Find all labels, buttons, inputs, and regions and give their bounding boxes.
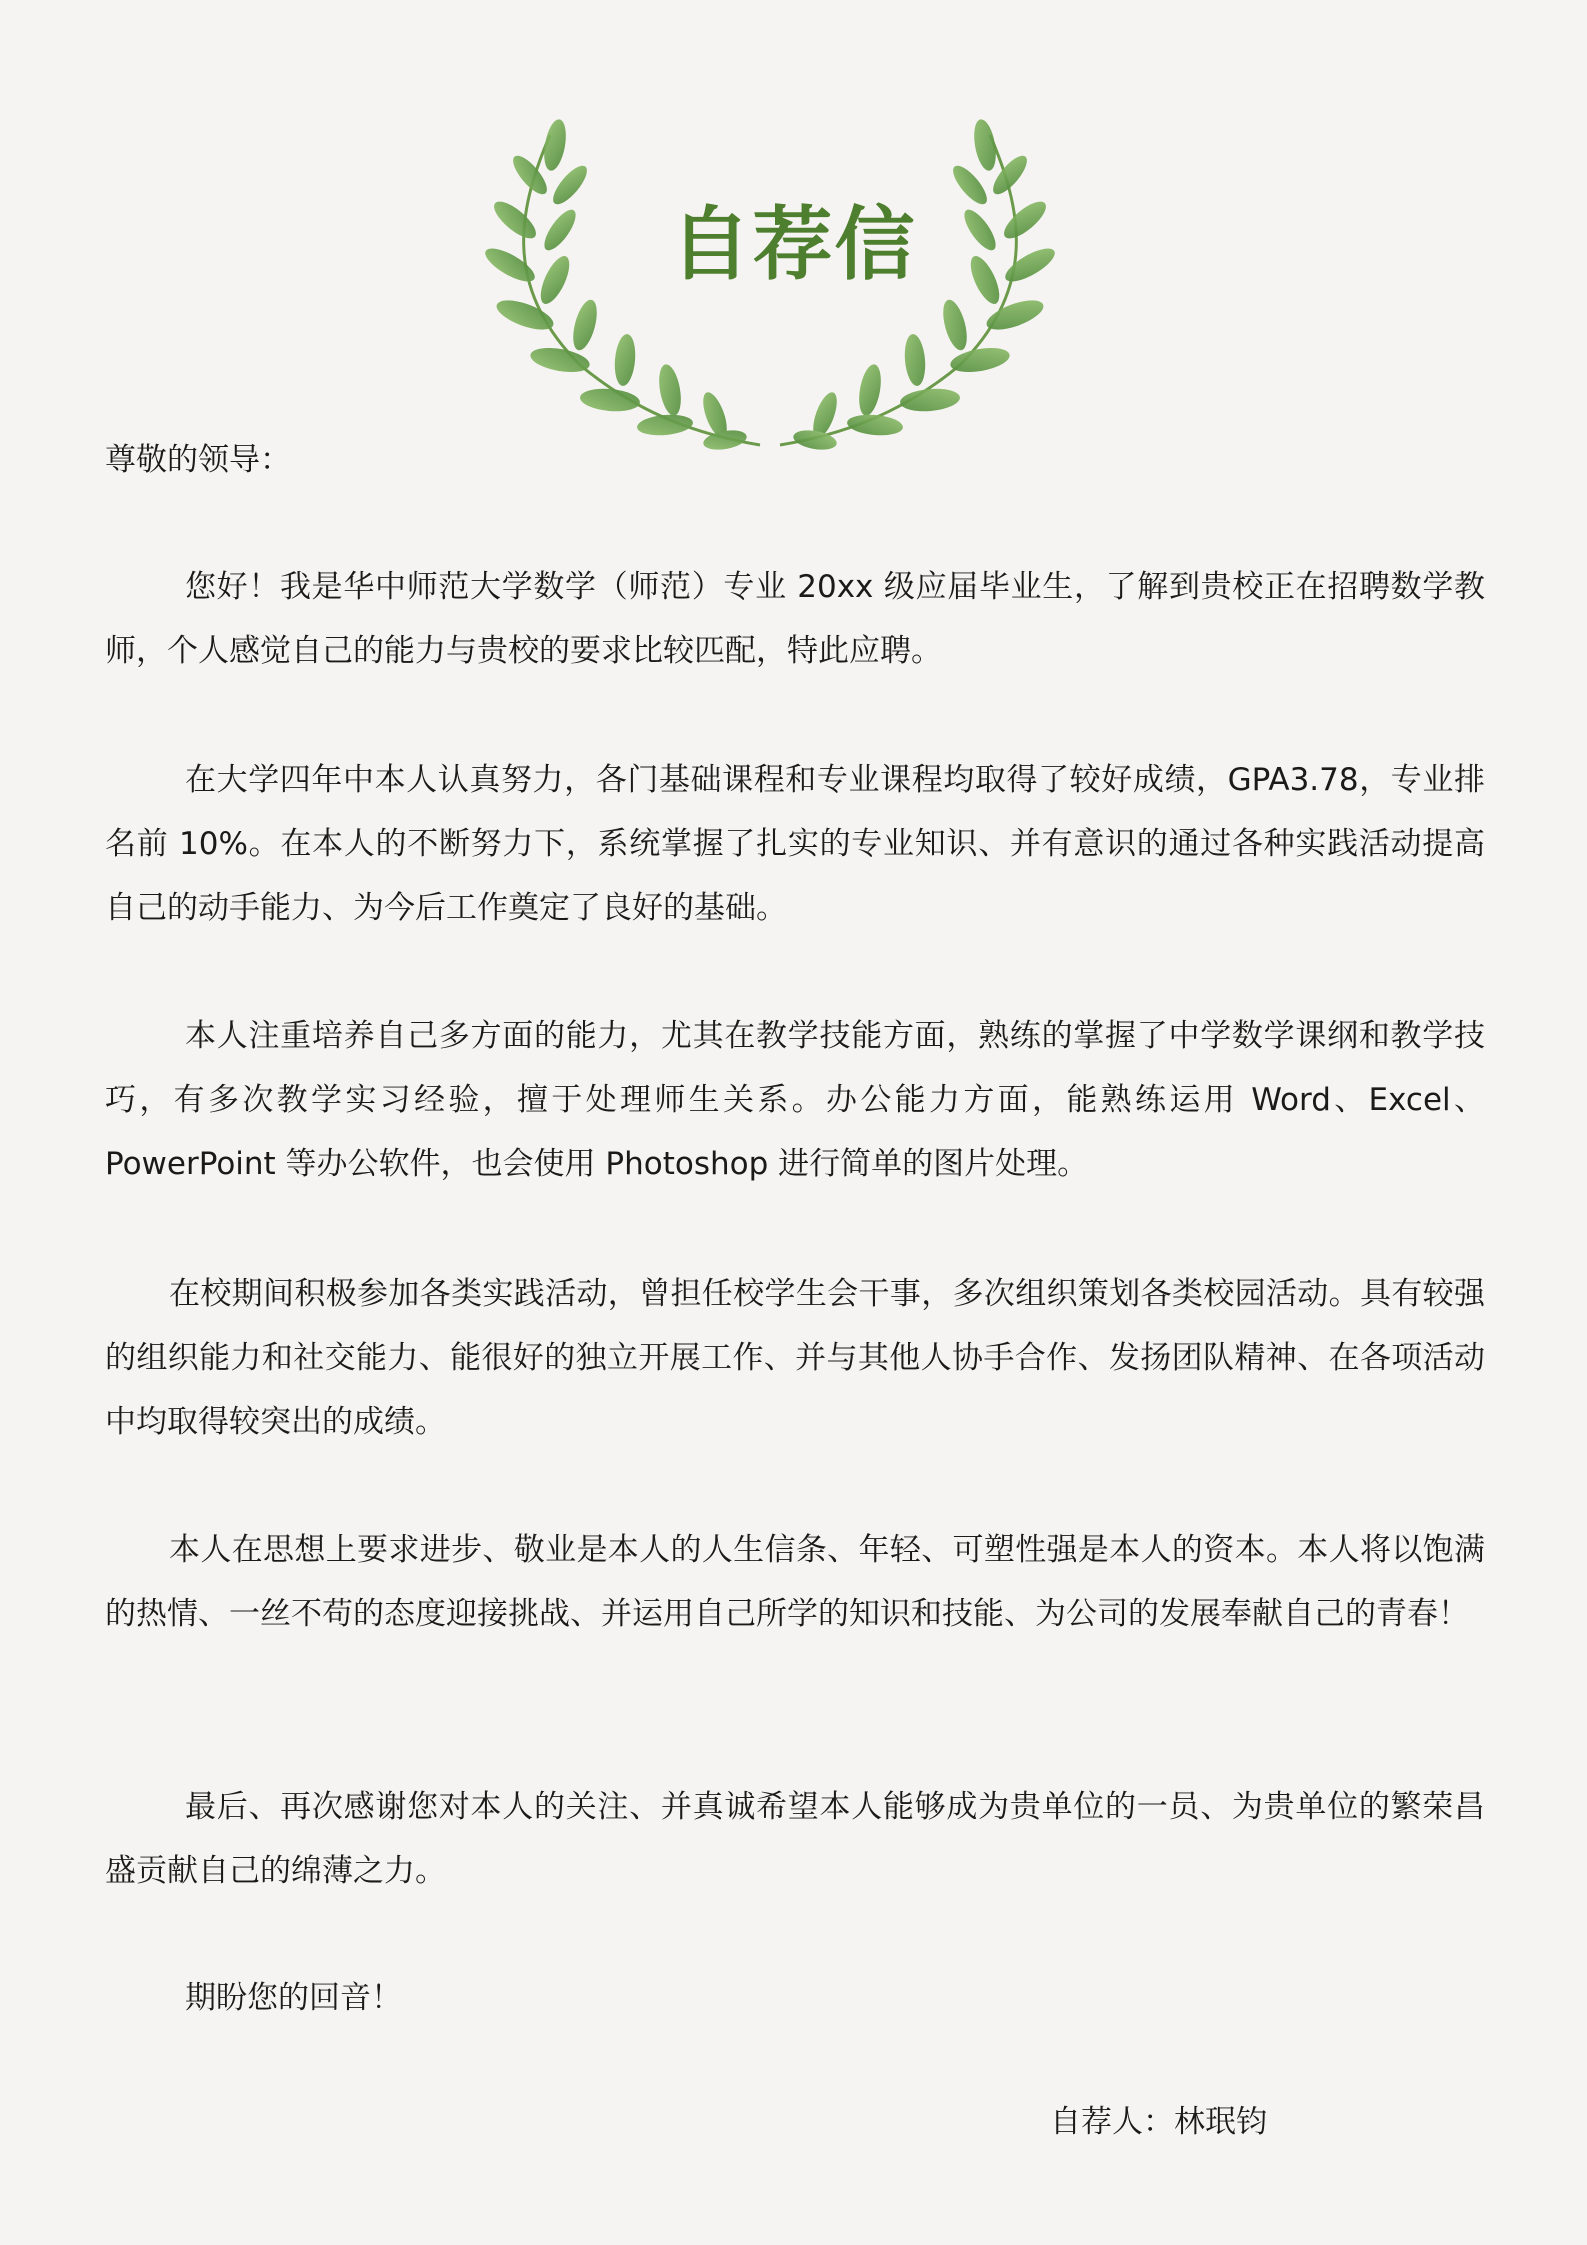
paragraph-activities: 在校期间积极参加各类实践活动，曾担任校学生会干事，多次组织策划各类校园活动。具有较强的组织能力和社交能力、能很好的独立开展工作、并与其他人协手合作、发扬团队精神、在各项活动中均取得较突出的成绩。 bbox=[105, 1276, 1485, 1440]
paragraph-skills: 本人注重培养自己多方面的能力，尤其在教学技能方面，熟练的掌握了中学数学课纲和教学技巧，有多次教学实习经验，擅于处理师生关系。办公能力方面，能熟练运用 Word、Excel、PowerPoint 等办公软件，也会使用 Photoshop 进行简单的图片处理。 bbox=[105, 1018, 1485, 1182]
paragraph-academics: 在大学四年中本人认真努力，各门基础课程和专业课程均取得了较好成绩，GPA3.78，专业排名前 10%。在本人的不断努力下，系统掌握了扎实的专业知识、并有意识的通过各种实践活动提高自己的动手能力、为今后工作奠定了良好的基础。 bbox=[105, 762, 1485, 926]
paragraph-attitude: 本人在思想上要求进步、敬业是本人的人生信条、年轻、可塑性强是本人的资本。本人将以饱满的热情、一丝不苟的态度迎接挑战、并运用自己所学的知识和技能、为公司的发展奉献自己的青春！ bbox=[105, 1532, 1485, 1632]
salutation: 尊敬的领导： bbox=[105, 442, 291, 478]
paragraph-thanks: 最后、再次感谢您对本人的关注、并真诚希望本人能够成为贵单位的一员、为贵单位的繁荣昌盛贡献自己的绵薄之力。 bbox=[105, 1789, 1485, 1889]
letter-title: 自荐信 bbox=[670, 198, 917, 291]
signature: 自荐人：林珉钧 bbox=[1050, 2104, 1267, 2140]
paragraph-closing: 期盼您的回音！ bbox=[185, 1980, 402, 2016]
paragraph-intro: 您好！我是华中师范大学数学（师范）专业 20xx 级应届毕业生，了解到贵校正在招聘数学教师，个人感觉自己的能力与贵校的要求比较匹配，特此应聘。 bbox=[105, 569, 1485, 669]
